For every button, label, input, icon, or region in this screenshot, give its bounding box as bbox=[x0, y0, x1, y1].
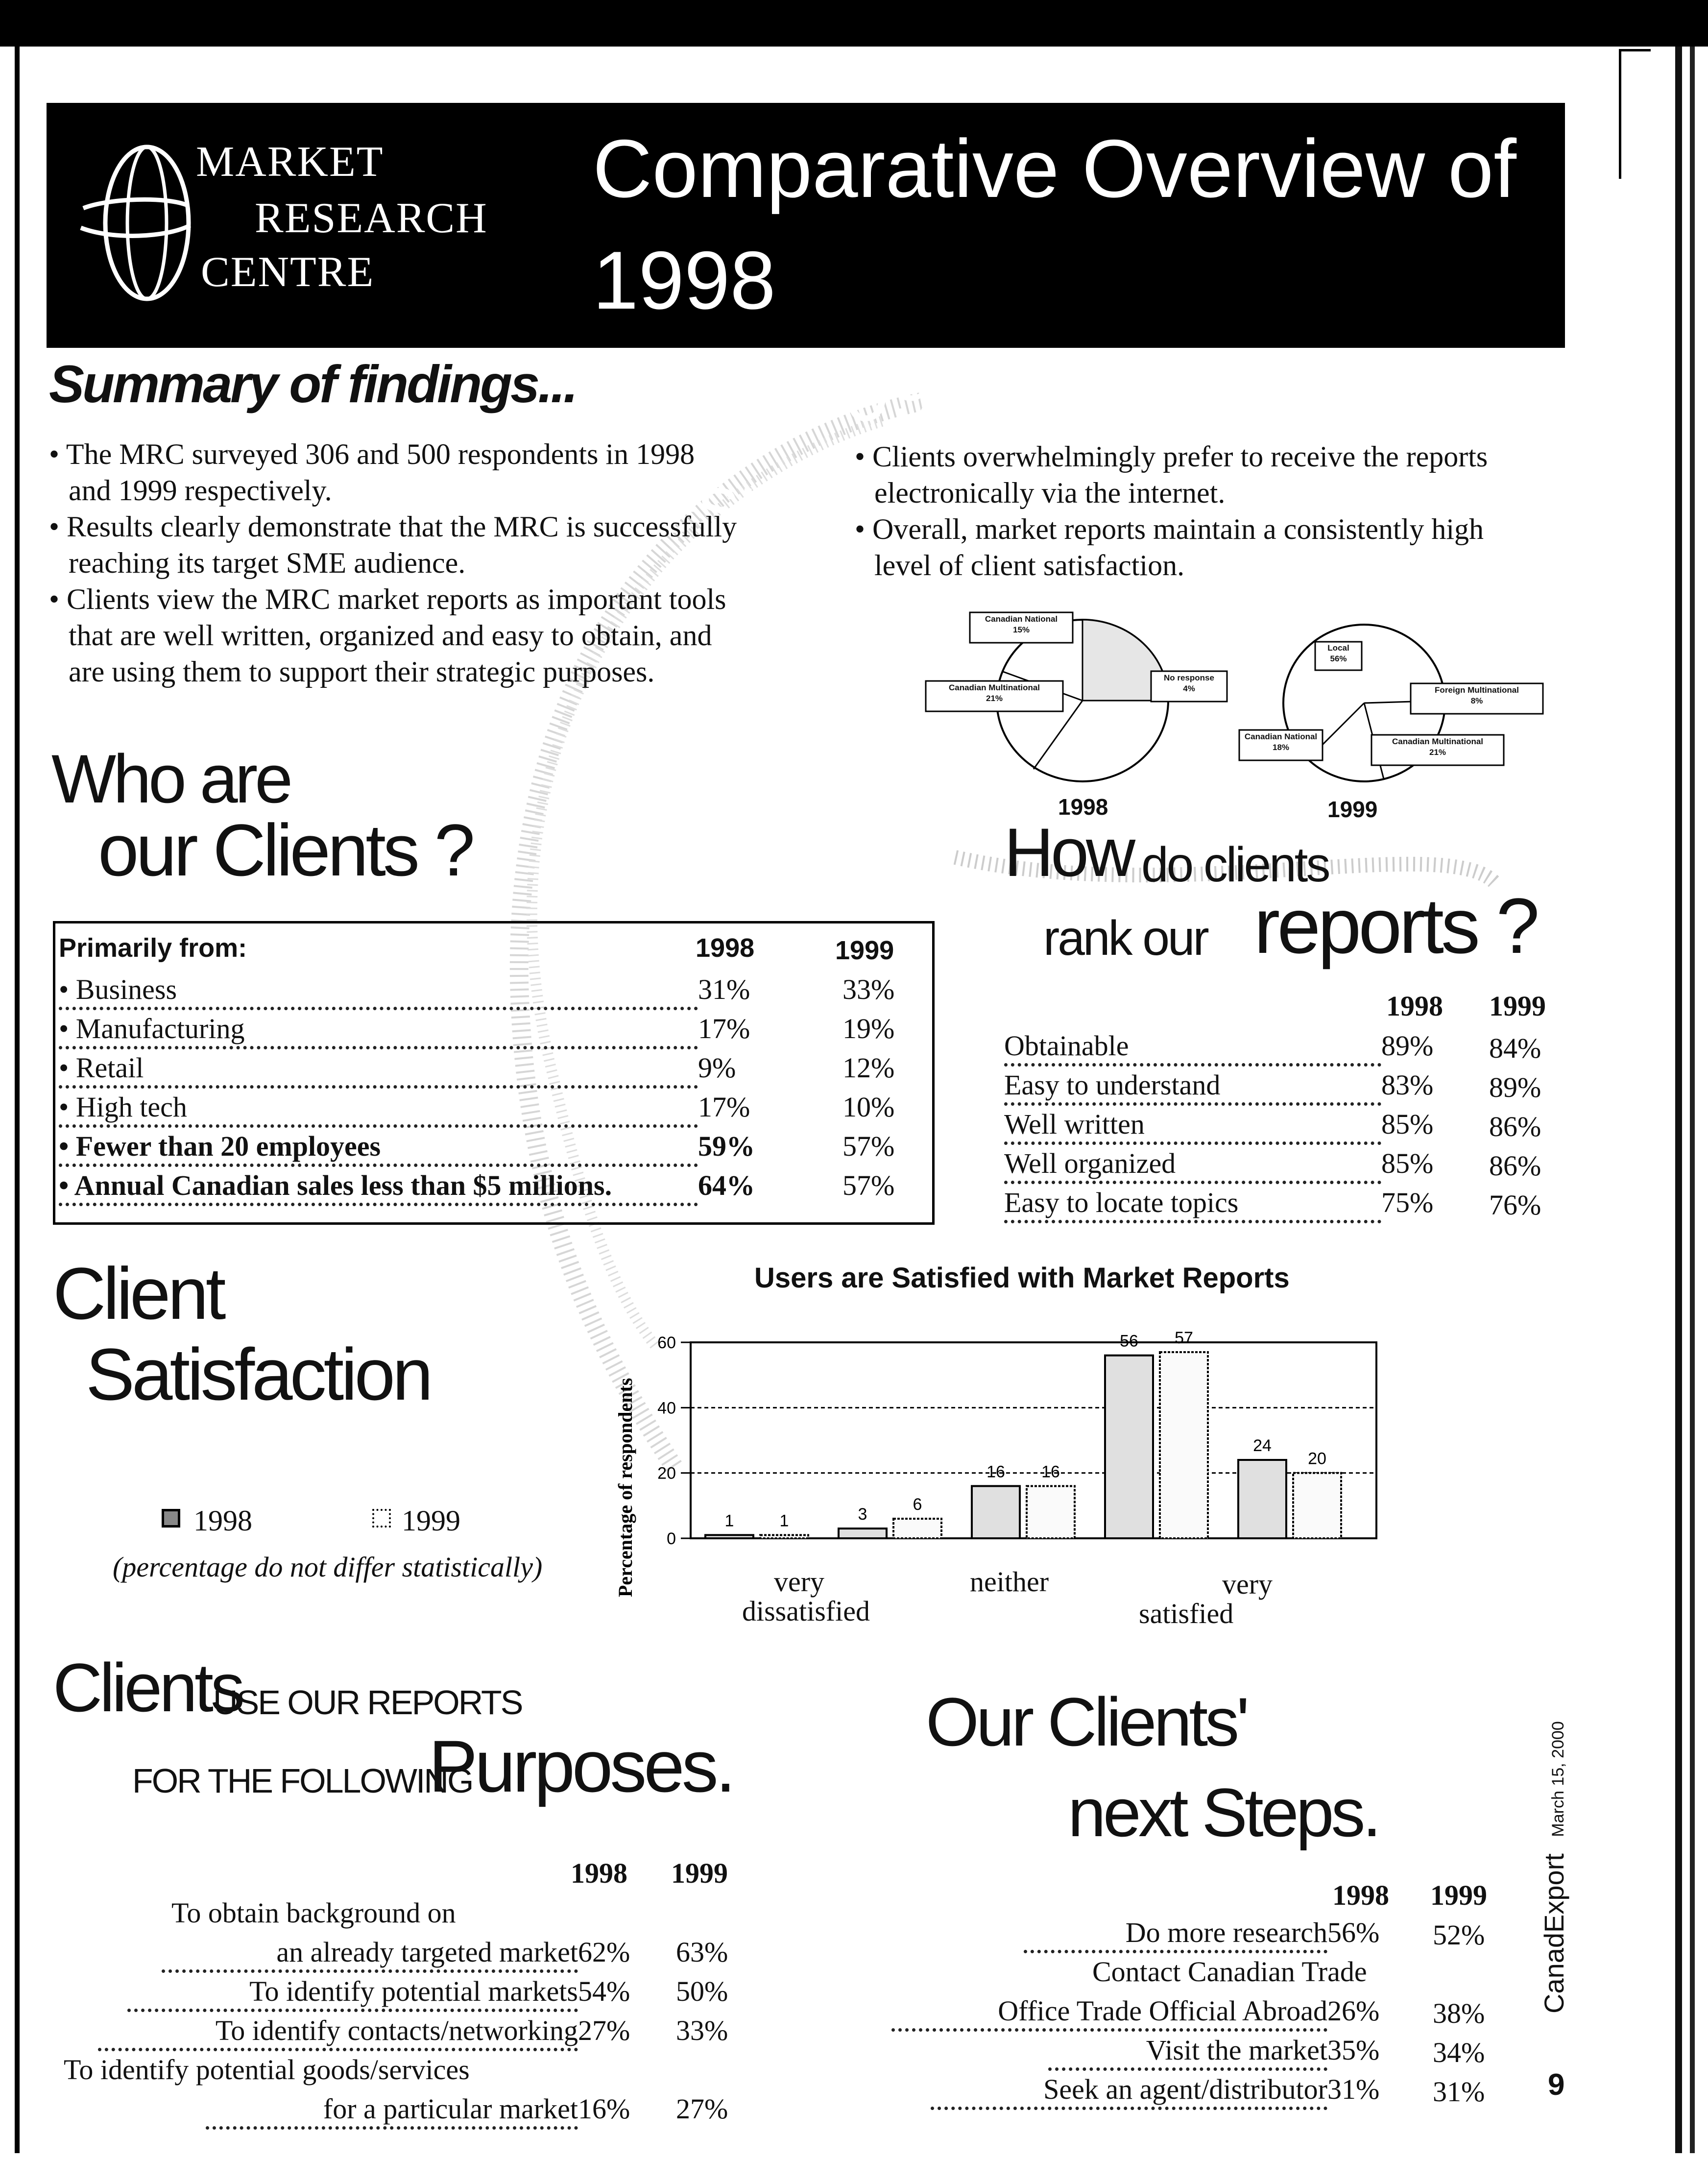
purposes-row: To identify contacts/networking27% bbox=[98, 2014, 630, 2051]
summary-heading: Summary of findings... bbox=[49, 354, 577, 413]
summary-right-bullets bbox=[855, 438, 1589, 583]
pie-1999-label-foreign-multinational: Foreign Multinational 8% bbox=[1435, 685, 1519, 705]
rank-row-1999: 86% bbox=[1489, 1111, 1541, 1142]
client-profile-col-1999: 1999 bbox=[835, 936, 894, 965]
chart-title: Users are Satisfied with Market Reports bbox=[754, 1262, 1290, 1294]
rank-heading-do-clients: do clients bbox=[1141, 837, 1329, 892]
steps-heading-line-2: next Steps. bbox=[1068, 1774, 1379, 1851]
steps-row: Office Trade Official Abroad26% bbox=[891, 1994, 1379, 2032]
page-title-line-2: and 1999 Client Survey Results bbox=[593, 346, 1448, 550]
legend-1999-label: 1999 bbox=[402, 1505, 460, 1537]
chart-y-ticks bbox=[657, 1334, 691, 1548]
chart-bar-value-label: 1 bbox=[724, 1511, 734, 1530]
client-profile-row-1999: 57% bbox=[842, 1169, 895, 1201]
chart-bar-1998 bbox=[1238, 1460, 1286, 1538]
satisfaction-heading-line-2: Satisfaction bbox=[86, 1333, 431, 1415]
chart-bar-1999 bbox=[1027, 1486, 1075, 1538]
footer-date: March 15, 2000 bbox=[1549, 1721, 1567, 1837]
steps-row-1999: 31% bbox=[1433, 2076, 1485, 2108]
steps-row: Seek an agent/distributor31% bbox=[931, 2072, 1379, 2110]
chart-bar-1999 bbox=[760, 1535, 808, 1538]
chart-x-label-very-2: very bbox=[1222, 1568, 1273, 1600]
purposes-row-1999: 33% bbox=[676, 2014, 728, 2046]
chart-x-label-very-1: very bbox=[774, 1566, 825, 1598]
chart-x-label-neither: neither bbox=[970, 1566, 1049, 1598]
client-profile-row: • Business 31% bbox=[59, 972, 769, 1010]
rank-heading-reports: reports ? bbox=[1254, 882, 1537, 970]
purposes-heading-purposes: Purposes. bbox=[429, 1725, 733, 1807]
chart-bar-1999 bbox=[1293, 1473, 1341, 1538]
purposes-row-1999: 50% bbox=[676, 1975, 728, 2007]
chart-bar-value-label: 16 bbox=[986, 1462, 1005, 1481]
client-profile-header-label: Primarily from: bbox=[59, 933, 247, 963]
satisfaction-heading-line-1: Client bbox=[53, 1252, 223, 1335]
client-profile-row-1999: 19% bbox=[842, 1013, 895, 1044]
rank-row: Easy to understand 83% bbox=[1004, 1068, 1433, 1106]
pie-1999-label-local: Local 56% bbox=[1327, 643, 1349, 663]
purposes-row-1999: 27% bbox=[676, 2093, 728, 2125]
chart-bar-value-label: 1 bbox=[779, 1511, 789, 1530]
purposes-heading-for: FOR THE FOLLOWING bbox=[132, 1762, 473, 1800]
logo-text-centre: CENTRE bbox=[201, 248, 375, 296]
steps-row-1999: 34% bbox=[1433, 2037, 1485, 2068]
pie-1998-year-label: 1998 bbox=[1058, 794, 1108, 820]
summary-bullet-2: • Results clearly demonstrate that the MRC is successfully reaching its target SME audience. bbox=[49, 510, 737, 579]
steps-row-pre: Contact Canadian Trade bbox=[1092, 1956, 1367, 1988]
client-profile-row-1999: 33% bbox=[842, 973, 895, 1005]
chart-bar-value-label: 56 bbox=[1120, 1332, 1138, 1351]
chart-bar-1998 bbox=[1105, 1356, 1153, 1538]
globe-icon bbox=[78, 142, 191, 304]
steps-heading-line-1: Our Clients' bbox=[926, 1683, 1247, 1760]
chart-bar-labels bbox=[725, 1329, 1326, 1530]
steps-row-1999: 52% bbox=[1433, 1919, 1485, 1951]
steps-row-1999: 38% bbox=[1433, 1997, 1485, 2029]
rank-row-1999: 84% bbox=[1489, 1032, 1541, 1064]
steps-col-1998: 1998 bbox=[1332, 1879, 1389, 1911]
pie-1998-label-canadian-multinational: Canadian Multinational 21% bbox=[948, 683, 1040, 703]
chart-bar-value-label: 20 bbox=[1308, 1449, 1326, 1468]
purposes-col-1999: 1999 bbox=[671, 1857, 728, 1889]
pie-1999-label-canadian-national: Canadian National 18% bbox=[1244, 732, 1318, 752]
purposes-row-pre: To identify potential goods/services bbox=[64, 2054, 470, 2086]
logo-text-research: RESEARCH bbox=[255, 194, 488, 242]
page-number: 9 bbox=[1548, 2068, 1565, 2102]
summary-bullet-4: • Clients overwhelmingly prefer to receive the reports electronically via the internet. bbox=[855, 440, 1488, 509]
legend-1999-swatch bbox=[372, 1509, 391, 1528]
rank-col-1999: 1999 bbox=[1489, 990, 1546, 1022]
pie-1999-year-label: 1999 bbox=[1327, 797, 1378, 822]
footer-publication bbox=[1538, 1721, 1570, 2014]
chart-bar-value-label: 3 bbox=[858, 1505, 867, 1524]
pie-1998-label-canadian-national: Canadian National 15% bbox=[985, 614, 1058, 634]
rank-row: Well written 85% bbox=[1004, 1107, 1433, 1145]
rank-row-1999: 89% bbox=[1489, 1071, 1541, 1103]
client-profile-row-1999: 10% bbox=[842, 1091, 895, 1123]
chart-y-tick-label: 0 bbox=[667, 1529, 676, 1548]
chart-bar-1998 bbox=[972, 1486, 1020, 1538]
chart-bar-value-label: 6 bbox=[913, 1495, 922, 1514]
rank-row: Easy to locate topics 75% bbox=[1004, 1186, 1433, 1223]
purposes-row: To identify potential markets54% bbox=[127, 1974, 630, 2012]
rank-row: Obtainable 89% bbox=[1004, 1029, 1433, 1067]
pie-1999-label-canadian-multinational: Canadian Multinational 21% bbox=[1392, 737, 1484, 757]
rank-heading-how: How bbox=[1004, 814, 1133, 891]
client-profile-col-1998: 1998 bbox=[696, 933, 755, 963]
client-profile-row-1999: 57% bbox=[842, 1130, 895, 1162]
chart-bar-1998 bbox=[839, 1529, 887, 1538]
steps-col-1999: 1999 bbox=[1430, 1879, 1487, 1911]
rank-row-1999: 76% bbox=[1489, 1189, 1541, 1221]
summary-bullet-3: • Clients view the MRC market reports as important tools that are well written, organized and easy to obtain, and are using them to support their strategic purposes. bbox=[49, 583, 726, 688]
client-profile-row-1999: 12% bbox=[842, 1052, 895, 1084]
purposes-col-1998: 1998 bbox=[571, 1857, 627, 1889]
purposes-heading-clients: Clients bbox=[53, 1649, 242, 1726]
legend-1998-label: 1998 bbox=[193, 1505, 252, 1537]
chart-bar-1998 bbox=[705, 1535, 753, 1538]
client-profile-row: • Fewer than 20 employees 59% bbox=[59, 1129, 769, 1167]
chart-x-label-dissatisfied: dissatisfied bbox=[742, 1595, 870, 1627]
who-heading-line-2: our Clients ? bbox=[98, 809, 473, 891]
purposes-heading-use: USE OUR REPORTS bbox=[213, 1683, 522, 1722]
client-origin-pie-charts bbox=[921, 603, 1558, 828]
summary-bullet-5: • Overall, market reports maintain a consistently high level of client satisfaction. bbox=[855, 513, 1484, 582]
summary-bullet-1: • The MRC surveyed 306 and 500 respondents in 1998 and 1999 respectively. bbox=[49, 438, 695, 507]
footer-publication-name: CanadExport bbox=[1539, 1853, 1569, 2014]
chart-bar-value-label: 16 bbox=[1041, 1462, 1060, 1481]
who-heading-line-1: Who are bbox=[51, 740, 290, 817]
chart-bar-1999 bbox=[893, 1519, 941, 1538]
chart-bar-value-label: 57 bbox=[1175, 1329, 1193, 1347]
chart-bar-1999 bbox=[1160, 1352, 1208, 1538]
chart-y-axis-label: Percentage of respondents bbox=[614, 1378, 636, 1597]
chart-bars bbox=[705, 1352, 1341, 1538]
client-profile-row: • Annual Canadian sales less than $5 millions. 64% bbox=[59, 1168, 769, 1206]
purposes-row-1999: 63% bbox=[676, 1936, 728, 1968]
steps-row: Do more research56% bbox=[1024, 1916, 1379, 1953]
rank-row-1999: 86% bbox=[1489, 1150, 1541, 1182]
client-profile-row: • Retail 9% bbox=[59, 1051, 769, 1089]
rank-heading-rank-our: rank our bbox=[1043, 911, 1207, 966]
page-title-line-1: Comparative Overview of 1998 bbox=[593, 122, 1516, 326]
purposes-row-pre: To obtain background on bbox=[171, 1897, 456, 1929]
pie-1998-label-no-response: No response 4% bbox=[1164, 673, 1214, 693]
chart-bar-value-label: 24 bbox=[1253, 1436, 1272, 1455]
client-profile-row: • High tech 17% bbox=[59, 1090, 769, 1128]
satisfaction-note: (percentage do not differ statistically) bbox=[113, 1551, 543, 1583]
purposes-row: for a particular market16% bbox=[206, 2092, 630, 2130]
purposes-row: an already targeted market62% bbox=[162, 1935, 630, 1973]
rank-col-1998: 1998 bbox=[1386, 990, 1443, 1022]
client-profile-row: • Manufacturing 17% bbox=[59, 1012, 769, 1049]
chart-y-tick-label: 20 bbox=[657, 1464, 676, 1483]
steps-row: Visit the market35% bbox=[1048, 2033, 1379, 2071]
summary-left-bullets bbox=[49, 436, 857, 690]
legend-1998-swatch bbox=[162, 1509, 180, 1528]
chart-y-tick-label: 60 bbox=[657, 1334, 676, 1352]
chart-x-label-satisfied: satisfied bbox=[1139, 1598, 1234, 1629]
rank-row: Well organized 85% bbox=[1004, 1146, 1433, 1184]
logo-text-market: MARKET bbox=[196, 138, 384, 186]
chart-y-tick-label: 40 bbox=[657, 1399, 676, 1418]
